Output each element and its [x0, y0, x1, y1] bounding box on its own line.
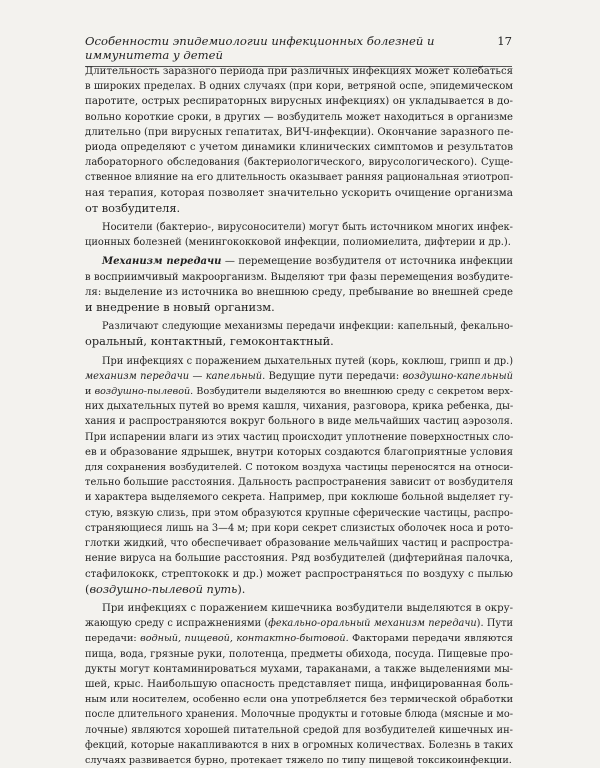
text-line: ля: выделение из источника во внешнюю среду, пребывание во внешней среде	[85, 286, 513, 298]
running-header	[85, 34, 512, 67]
text-line: для сохранения возбудителей. С потоком воздуха частицы переносятся на относи-	[85, 462, 513, 474]
text-line: оральный, контактный, гемоконтактный.	[85, 334, 334, 349]
text-line: ственное влияние на его длительность оказывает ранняя рациональная этиотроп-	[85, 172, 513, 184]
text-line: риода определяют с учетом динамики клинических симптомов и результатов	[85, 141, 513, 154]
text-fragment: Факторами передачи являются	[348, 633, 513, 645]
text-line: страняющиеся лишь на 3—4 м; при кори секрет слизистых оболочек носа и рото-	[85, 522, 514, 534]
term-airborne-dust: воздушно-пылевой.	[94, 386, 194, 398]
text-line	[85, 582, 513, 597]
text-line: случаях развивается бурно, протекает тяжело по типу пищевой токсикоинфекции.	[85, 754, 512, 766]
text-fragment: ). Пути	[476, 618, 513, 630]
text-line: них дыхательных путей во время кашля, чихания, разговора, крика ребенка, ды-	[85, 401, 514, 413]
text-line: Длительность заразного периода при различных инфекциях может колебаться	[85, 66, 513, 77]
text-line: и характера выделяемого секрета. Например, при коклюше больной выделяет гу-	[85, 492, 513, 504]
text-line: лабораторного обследования (бактериологического, вирусологического). Суще-	[85, 157, 513, 169]
text-line	[85, 631, 513, 646]
text-line: нение вируса на большие расстояния. Ряд возбудителей (дифтерийная палочка,	[85, 553, 513, 565]
text-line: При инфекциях с поражением кишечника возбудители выделяются в окру-	[102, 602, 513, 614]
text-line	[85, 384, 513, 399]
text-line: тельно большие расстояния. Дальность распространения зависит от возбудителя	[85, 477, 514, 489]
text-line: При инфекциях с поражением дыхательных путей (корь, коклюш, грипп и др.)	[102, 355, 513, 367]
text-line: пища, вода, грязные руки, полотенца, предметы обихода, посуда. Пищевые про-	[85, 648, 513, 660]
text-line: Носители (бактерио-, вирусоносители) могут быть источником многих инфек-	[102, 222, 513, 234]
text-line: после длительного хранения. Молочные продукты и готовые блюда (мясные и мо-	[85, 709, 513, 721]
text-line: шей, крыс. Наибольшую опасность представляет пища, инфицированная боль-	[85, 678, 513, 690]
text-line	[85, 369, 513, 384]
term-transmission-mechanism: Механизм передачи	[102, 256, 222, 268]
text-line: стую, вязкую слизь, при этом образуются крупные сферические частицы, распро-	[85, 507, 513, 519]
term-airborne-dust-route: воздушно-пылевой путь	[89, 581, 238, 596]
text-line: ев и образование ядрышек, внутри которых создаются благоприятные условия	[85, 446, 513, 458]
text-line: ная терапия, которая позволяет значительно ускорить очищение организма	[85, 186, 513, 199]
text-line: При испарении влаги из этих частиц происходит уплотнение поверхностных сло-	[85, 431, 514, 443]
term-droplet-mechanism: механизм передачи — капельный.	[85, 370, 266, 382]
text-fragment: Ведущие пути передачи:	[265, 370, 403, 382]
text-line: в восприимчивый макроорганизм. Выделяют три фазы перемещения возбудите-	[85, 271, 513, 283]
text-line: дукты могут контаминироваться мухами, тараканами, а также выделениями мы-	[85, 663, 513, 675]
text-line: в широких пределах. В одних случаях (при кори, ветряной оспе, эпидемическом	[85, 81, 513, 93]
text-line	[85, 254, 513, 269]
text-line: хания и распространяются вокруг больного в виде мельчайших частиц аэрозоля.	[85, 416, 513, 428]
text-line: стафилококк, стрептококк и др.) может распространяться по воздуху с пылью	[85, 568, 513, 580]
text-line	[85, 616, 513, 631]
text-line: вольно короткие сроки, в других — возбудитель может находиться в организме	[85, 111, 513, 123]
main-text	[85, 64, 513, 768]
text-line: паротите, острых респираторных вирусных инфекциях) он укладывается в до-	[85, 95, 513, 108]
page-number: 17	[497, 34, 512, 48]
text-fragment: жающую среду с испражнениями (	[85, 618, 269, 630]
text-fragment: Возбудители выделяются во внешнюю среду с секретом верх-	[193, 386, 513, 398]
text-line: ционных болезней (менингококковой инфекции, полиомиелита, дифтерии и др.).	[85, 237, 511, 249]
term-fecal-oral: фекально-оральный механизм передачи	[268, 618, 477, 630]
text-line: Различают следующие механизмы передачи инфекции: капельный, фекально-	[102, 321, 513, 333]
term-routes: водный, пищевой, контактно-бытовой.	[140, 633, 349, 645]
text-line: от возбудителя.	[85, 200, 181, 215]
text-line: глотки жидкий, что обеспечивает образование мельчайших частиц и распростра-	[85, 538, 513, 550]
text-fragment: (	[85, 581, 90, 596]
running-header-title: Особенности эпидемиологии инфекционных болезней и иммунитета у детей	[85, 34, 435, 62]
text-fragment: ).	[237, 581, 246, 596]
text-fragment: — перемещение возбудителя от источника инфекции	[221, 256, 513, 268]
text-line: длительно (при вирусных гепатитах, ВИЧ-инфекции). Окончание заразного пе-	[85, 126, 514, 138]
text-fragment: передачи:	[85, 633, 141, 645]
text-line: фекций, которые накапливаются в них в огромных количествах. Болезнь в таких	[85, 739, 513, 751]
text-fragment: и	[85, 386, 95, 398]
term-airborne-droplet: воздушно-капельный	[402, 370, 513, 382]
text-line: ным или носителем, особенно если она употребляется без термической обработки	[85, 694, 513, 706]
text-line: лочные) являются хорошей питательной средой для возбудителей кишечных ин-	[85, 724, 513, 736]
text-line: и внедрение в новый организм.	[85, 300, 275, 315]
